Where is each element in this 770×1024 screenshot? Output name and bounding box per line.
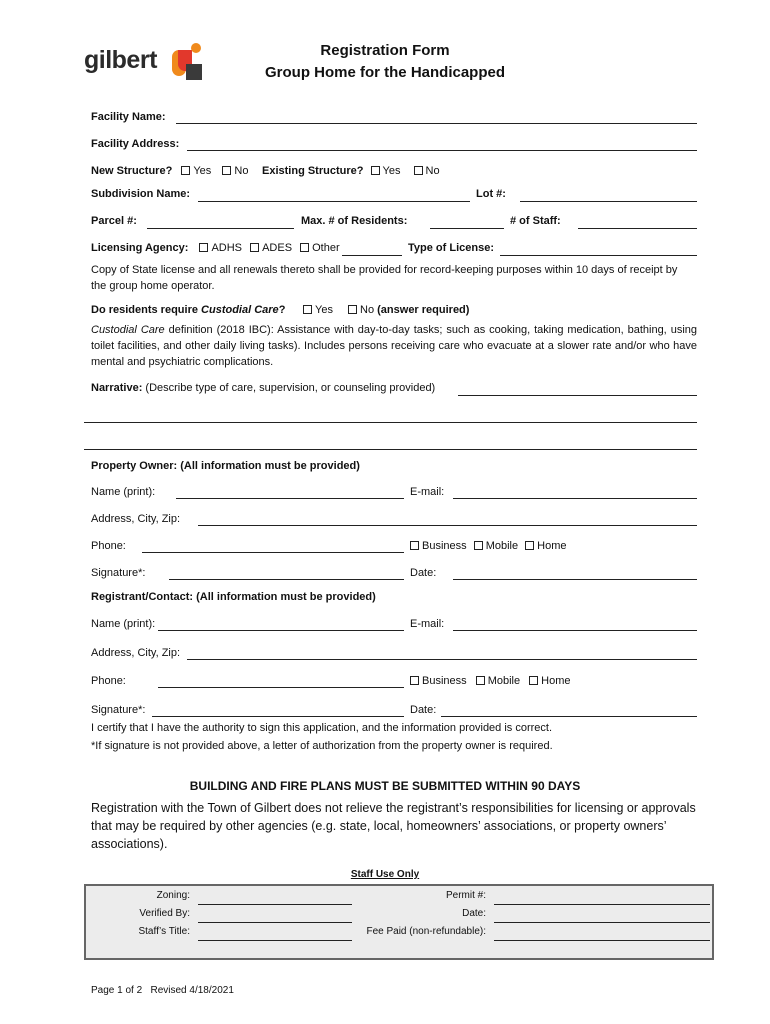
owner-business-checkbox[interactable] (410, 541, 419, 550)
other-checkbox[interactable] (300, 243, 309, 252)
page-footer: Page 1 of 2 Revised 4/18/2021 (91, 985, 234, 996)
logo-text: gilbert (84, 46, 157, 74)
new-structure-no-checkbox[interactable] (222, 166, 231, 175)
registrant-address-field[interactable] (187, 659, 697, 660)
registrant-date-field[interactable] (441, 716, 697, 717)
plans-notice-heading: BUILDING AND FIRE PLANS MUST BE SUBMITTED WITHIN 90 DAYS (189, 779, 581, 793)
other-agency-field[interactable] (342, 255, 402, 256)
licensing-row (91, 242, 340, 254)
owner-email-label: E-mail: (410, 486, 445, 498)
lot-label: Lot #: (476, 188, 506, 200)
max-residents-field[interactable] (430, 228, 504, 229)
registrant-email-label: E-mail: (410, 618, 445, 630)
facility-name-field[interactable] (176, 123, 697, 124)
owner-address-field[interactable] (198, 525, 697, 526)
custodial-no-label: No (360, 304, 375, 316)
registrant-phone-field[interactable] (158, 687, 404, 688)
registrant-name-label: Name (print): (91, 618, 156, 630)
existing-structure-yes-label: Yes (382, 165, 401, 177)
staff-count-field[interactable] (578, 228, 697, 229)
owner-email-field[interactable] (453, 498, 697, 499)
existing-structure-row (262, 165, 440, 177)
registrant-date-label: Date: (410, 704, 437, 716)
facility-name-label: Facility Name: (91, 111, 166, 123)
max-residents-label: Max. # of Residents: (301, 215, 408, 227)
license-note: Copy of State license and all renewals thereto shall be provided for record-keeping purposes within 10 days of receipt by the group home operator. (91, 264, 678, 292)
registrant-address-label: Address, City, Zip: (91, 647, 181, 659)
narrative-label: Narrative: (91, 382, 143, 394)
registrant-business-label: Business (422, 675, 467, 687)
custodial-question-term: Custodial Care (201, 304, 279, 316)
verified-field[interactable] (198, 922, 352, 923)
new-structure-yes-checkbox[interactable] (181, 166, 190, 175)
registrant-heading: Registrant/Contact: (All information must be provided) (91, 591, 376, 603)
parcel-field[interactable] (147, 228, 294, 229)
form-subtitle: Group Home for the Handicapped (264, 64, 505, 81)
custodial-no-checkbox[interactable] (348, 305, 357, 314)
ades-checkbox[interactable] (250, 243, 259, 252)
new-structure-row (91, 165, 248, 177)
adhs-checkbox[interactable] (199, 243, 208, 252)
adhs-label: ADHS (211, 242, 243, 254)
form-title: Registration Form (320, 42, 450, 59)
subdivision-field[interactable] (198, 201, 470, 202)
owner-date-label: Date: (410, 567, 437, 579)
registrant-signature-label: Signature*: (91, 704, 146, 716)
narrative-hint: (Describe type of care, supervision, or counseling provided) (142, 382, 436, 394)
custodial-definition (91, 322, 697, 370)
registrant-home-label: Home (541, 675, 571, 687)
custodial-definition-term: Custodial Care (91, 324, 165, 336)
ades-label: ADES (262, 242, 293, 254)
owner-mobile-checkbox[interactable] (474, 541, 483, 550)
permit-field[interactable] (494, 904, 710, 905)
license-type-field[interactable] (500, 255, 697, 256)
other-label: Other (312, 242, 340, 254)
staff-date-field[interactable] (494, 922, 710, 923)
custodial-yes-checkbox[interactable] (303, 305, 312, 314)
license-type-label: Type of License: (408, 242, 494, 254)
custodial-required-note: (answer required) (377, 304, 470, 316)
narrative-field-line2[interactable] (84, 422, 697, 423)
custodial-question-suffix: ? (278, 304, 286, 316)
registrant-business-checkbox[interactable] (410, 676, 419, 685)
staff-use-box (84, 884, 714, 960)
staff-date-label: Date: (462, 908, 486, 919)
owner-mobile-label: Mobile (485, 540, 519, 552)
permit-label: Permit #: (445, 890, 486, 901)
custodial-yes-label: Yes (315, 304, 333, 316)
subdivision-label: Subdivision Name: (91, 188, 191, 200)
registrant-home-checkbox[interactable] (529, 676, 538, 685)
narrative-field-line3[interactable] (84, 449, 697, 450)
owner-phone-field[interactable] (142, 552, 404, 553)
lot-field[interactable] (520, 201, 697, 202)
custodial-answer-row (303, 304, 469, 316)
owner-heading: Property Owner: (All information must be provided) (91, 460, 360, 472)
registrant-mobile-checkbox[interactable] (476, 676, 485, 685)
owner-home-checkbox[interactable] (525, 541, 534, 550)
owner-signature-field[interactable] (169, 579, 404, 580)
signature-footnote: *If signature is not provided above, a letter of authorization from the property owner is required. (91, 740, 553, 752)
owner-address-label: Address, City, Zip: (91, 513, 181, 525)
staff-use-heading: Staff Use Only (350, 869, 420, 880)
existing-structure-no-label: No (425, 165, 440, 177)
new-structure-yes-label: Yes (193, 165, 212, 177)
facility-address-label: Facility Address: (91, 138, 180, 150)
plans-notice-text: Registration with the Town of Gilbert does not relieve the registrant’s responsibilities for licensing or approvals that may be required by other agencies (e.g. state, local, homeowners’ associations, or property owners’ associations). (91, 801, 696, 851)
owner-business-label: Business (422, 540, 467, 552)
facility-address-field[interactable] (187, 150, 697, 151)
zoning-label: Zoning: (156, 890, 190, 901)
existing-structure-no-checkbox[interactable] (414, 166, 423, 175)
owner-signature-label: Signature*: (91, 567, 146, 579)
owner-name-field[interactable] (176, 498, 404, 499)
owner-home-label: Home (537, 540, 567, 552)
registrant-phone-type-row (410, 675, 571, 687)
custodial-question-row (91, 304, 285, 316)
verified-label: Verified By: (139, 908, 190, 919)
owner-phone-type-row (410, 540, 567, 552)
fee-field[interactable] (494, 940, 710, 941)
staff-title-label: Staff’s Title: (138, 926, 190, 937)
new-structure-no-label: No (234, 165, 249, 177)
staff-count-label: # of Staff: (510, 215, 561, 227)
owner-phone-label: Phone: (91, 540, 126, 552)
owner-date-field[interactable] (453, 579, 697, 580)
certify-text: I certify that I have the authority to sign this application, and the information provided is correct. (91, 722, 553, 734)
registrant-signature-field[interactable] (152, 716, 404, 717)
narrative-row (91, 382, 435, 394)
registrant-email-field[interactable] (453, 630, 697, 631)
licensing-label: Licensing Agency: (91, 242, 189, 254)
existing-structure-yes-checkbox[interactable] (371, 166, 380, 175)
zoning-field[interactable] (198, 904, 352, 905)
owner-name-label: Name (print): (91, 486, 156, 498)
existing-structure-label: Existing Structure? (262, 165, 364, 177)
registrant-mobile-label: Mobile (487, 675, 521, 687)
registrant-name-field[interactable] (158, 630, 404, 631)
custodial-question-prefix: Do residents require (91, 304, 202, 316)
narrative-field-line1[interactable] (458, 395, 697, 396)
staff-title-field[interactable] (198, 940, 352, 941)
new-structure-label: New Structure? (91, 165, 173, 177)
parcel-label: Parcel #: (91, 215, 137, 227)
custodial-definition-text: definition (2018 IBC): Assistance with day-to-day tasks; such as cooking, taking medication, bathing, using toilet facilities, and other daily living tasks). Includes persons receiving care who evacuate at a slower rate and/or who have mental and psychiatric complications. (91, 324, 697, 368)
fee-label: Fee Paid (non-refundable): (366, 926, 486, 937)
registrant-phone-label: Phone: (91, 675, 126, 687)
